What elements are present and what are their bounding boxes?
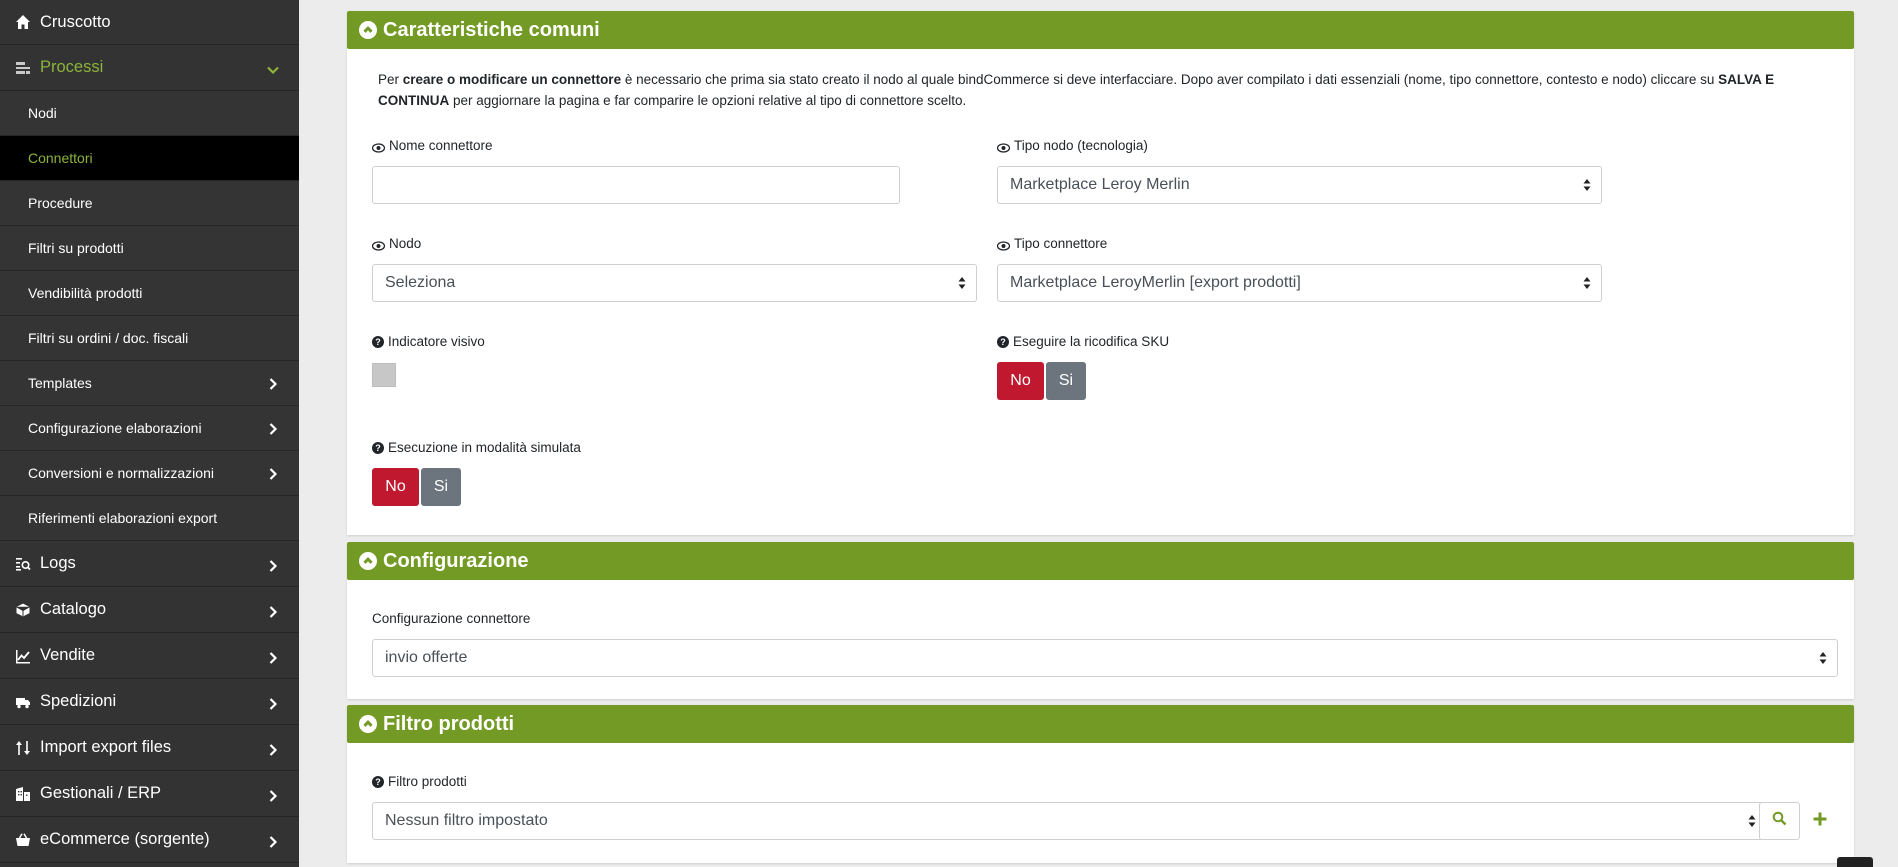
sidebar-item-connettori[interactable] (0, 136, 299, 181)
chevron-right-icon (267, 650, 279, 662)
intro-bold: SALVA E CONTINUA (378, 72, 1775, 108)
label-text: Nodo (389, 236, 422, 251)
basket-icon (14, 831, 32, 849)
truck-icon (14, 693, 32, 711)
nome-connettore-field[interactable] (385, 167, 899, 203)
select-arrows-icon (1583, 178, 1591, 192)
no-button[interactable]: No (372, 468, 419, 506)
si-button[interactable]: Si (421, 468, 461, 506)
sidebar (0, 0, 299, 867)
ricodifica-sku-toggle (997, 362, 1086, 400)
label-text: Nome connettore (389, 138, 493, 153)
sidebar-item-catalogo[interactable] (0, 587, 299, 633)
select-value: Marketplace LeroyMerlin [export prodotti] (1010, 274, 1301, 291)
search-icon (1772, 811, 1787, 831)
sidebar-item-label: Catalogo (40, 600, 107, 618)
indicatore-visivo-label (372, 334, 485, 349)
panel-header[interactable] (347, 542, 1854, 580)
question-icon: ? (372, 442, 384, 454)
tipo-connettore-label (997, 236, 1107, 251)
select-arrows-icon (958, 276, 966, 290)
panel-title: Configurazione (383, 549, 529, 572)
panel-title: Caratteristiche comuni (383, 18, 600, 41)
intro-bold: creare o modificare un connettore (402, 72, 622, 87)
sidebar-item-label: eCommerce (sorgente) (40, 830, 210, 848)
question-icon: ? (997, 336, 1009, 348)
intro-part: Per (378, 72, 403, 87)
label-text: Filtro prodotti (388, 774, 467, 789)
sidebar-item-processi[interactable] (0, 45, 299, 91)
sidebar-item-riferimenti[interactable] (0, 496, 299, 541)
intro-part: è necessario che prima sia stato creato il nodo al quale bindCommerce si deve interfacciare. Dopo aver compilato i dati essenziali (nome, tipo connettore, contesto e nodo) cliccare su (621, 72, 1719, 87)
box-icon (14, 601, 32, 619)
label-text: Eseguire la ricodifica SKU (1013, 334, 1170, 349)
panel-configurazione (347, 542, 1854, 699)
sidebar-item-label: Nodi (28, 105, 57, 121)
panel-header[interactable] (347, 705, 1854, 743)
chevron-right-icon (267, 558, 279, 570)
sidebar-item-filtri-prodotti[interactable] (0, 226, 299, 271)
ricodifica-sku-label (997, 334, 1169, 349)
configurazione-connettore-select[interactable] (372, 639, 1838, 677)
processes-icon (14, 59, 32, 77)
filtro-prodotti-label (372, 774, 467, 789)
sidebar-item-label: Procedure (28, 195, 93, 211)
eye-icon (997, 239, 1010, 249)
tipo-nodo-select[interactable] (997, 166, 1602, 204)
modalita-simulata-toggle (372, 468, 461, 506)
chevron-up-circle-icon[interactable] (359, 552, 377, 570)
scroll-to-top-button[interactable] (1837, 857, 1873, 867)
main-content (299, 0, 1898, 867)
sidebar-item-label: Filtri su prodotti (28, 240, 124, 256)
label-text: Tipo connettore (1014, 236, 1108, 251)
panel-filtro-prodotti (347, 705, 1854, 863)
sidebar-item-label: Spedizioni (40, 692, 117, 710)
sidebar-item-ecommerce[interactable] (0, 817, 299, 863)
select-arrows-icon (1819, 651, 1827, 665)
eye-icon (997, 141, 1010, 151)
nome-connettore-label (372, 138, 493, 153)
label-text: Configurazione connettore (372, 611, 531, 626)
sidebar-item-label: Vendite (40, 646, 96, 664)
nodo-select[interactable] (372, 264, 977, 302)
chevron-up-circle-icon[interactable] (359, 21, 377, 39)
sidebar-item-label: Riferimenti elaborazioni export (28, 510, 218, 526)
sidebar-item-templates[interactable] (0, 361, 299, 406)
tipo-connettore-select[interactable] (997, 264, 1602, 302)
intro-text (378, 69, 1838, 111)
sidebar-item-spedizioni[interactable] (0, 679, 299, 725)
chevron-right-icon (267, 377, 279, 389)
select-arrows-icon (1748, 814, 1756, 828)
chevron-right-icon (267, 834, 279, 846)
building-icon (14, 785, 32, 803)
select-value: invio offerte (385, 649, 468, 666)
chevron-right-icon (267, 788, 279, 800)
logs-icon (14, 555, 32, 573)
sidebar-item-gestionali[interactable] (0, 771, 299, 817)
sidebar-item-label: Connettori (28, 150, 93, 166)
sidebar-item-label: Import export files (40, 738, 172, 756)
plus-icon (1813, 812, 1827, 831)
si-button[interactable]: Si (1046, 362, 1086, 400)
chevron-right-icon (267, 696, 279, 708)
label-text: Indicatore visivo (388, 334, 485, 349)
modalita-simulata-label (372, 440, 581, 455)
no-button[interactable]: No (997, 362, 1044, 400)
chart-icon (14, 647, 32, 665)
intro-part: per aggiornare la pagina e far comparire le opzioni relative al tipo di connettore scelto. (449, 93, 967, 108)
chevron-right-icon (267, 604, 279, 616)
sidebar-item-vendibilita[interactable] (0, 271, 299, 316)
chevron-right-icon (267, 422, 279, 434)
eye-icon (372, 141, 385, 151)
sidebar-item-label: Gestionali / ERP (40, 784, 162, 802)
sidebar-item-label: Logs (40, 554, 76, 572)
import-export-icon (14, 739, 32, 757)
sidebar-item-logs[interactable] (0, 541, 299, 587)
question-icon: ? (372, 776, 384, 788)
search-filter-button[interactable] (1759, 802, 1800, 840)
sidebar-item-label: Processi (40, 58, 104, 76)
chevron-up-circle-icon[interactable] (359, 715, 377, 733)
sidebar-item-nodi[interactable] (0, 91, 299, 136)
sidebar-item-procedure[interactable] (0, 181, 299, 226)
nodo-label (372, 236, 421, 251)
nome-connettore-input[interactable] (372, 166, 900, 204)
sidebar-item-conversioni[interactable] (0, 451, 299, 496)
panel-caratteristiche-comuni (347, 11, 1854, 535)
sidebar-item-cruscotto[interactable] (0, 0, 299, 45)
select-arrows-icon (1583, 276, 1591, 290)
chevron-right-icon (267, 467, 279, 479)
sidebar-item-filtri-ordini[interactable] (0, 316, 299, 361)
eye-icon (372, 239, 385, 249)
color-swatch[interactable] (372, 363, 396, 387)
sidebar-item-vendite[interactable] (0, 633, 299, 679)
select-value: Seleziona (385, 274, 456, 291)
add-filter-button[interactable] (1810, 811, 1830, 831)
question-icon: ? (372, 336, 384, 348)
label-text: Tipo nodo (tecnologia) (1014, 138, 1148, 153)
panel-title: Filtro prodotti (383, 712, 515, 735)
select-value: Nessun filtro impostato (385, 812, 548, 829)
tipo-nodo-label (997, 138, 1148, 153)
chevron-down-icon (267, 62, 279, 74)
sidebar-item-label: Vendibilità prodotti (28, 285, 143, 301)
label-text: Esecuzione in modalità simulata (388, 440, 581, 455)
sidebar-item-label: Cruscotto (40, 12, 111, 31)
filtro-prodotti-select[interactable] (372, 802, 1767, 840)
sidebar-item-label: Templates (28, 375, 92, 391)
sidebar-item-label: Configurazione elaborazioni (28, 420, 202, 436)
home-icon (14, 13, 32, 31)
chevron-right-icon (267, 742, 279, 754)
sidebar-item-import-export[interactable] (0, 725, 299, 771)
sidebar-item-label: Filtri su ordini / doc. fiscali (28, 330, 189, 346)
sidebar-item-label: Conversioni e normalizzazioni (28, 465, 214, 481)
select-value: Marketplace Leroy Merlin (1010, 176, 1190, 193)
sidebar-item-config-elaborazioni[interactable] (0, 406, 299, 451)
configurazione-connettore-label (372, 611, 530, 626)
panel-header[interactable] (347, 11, 1854, 49)
